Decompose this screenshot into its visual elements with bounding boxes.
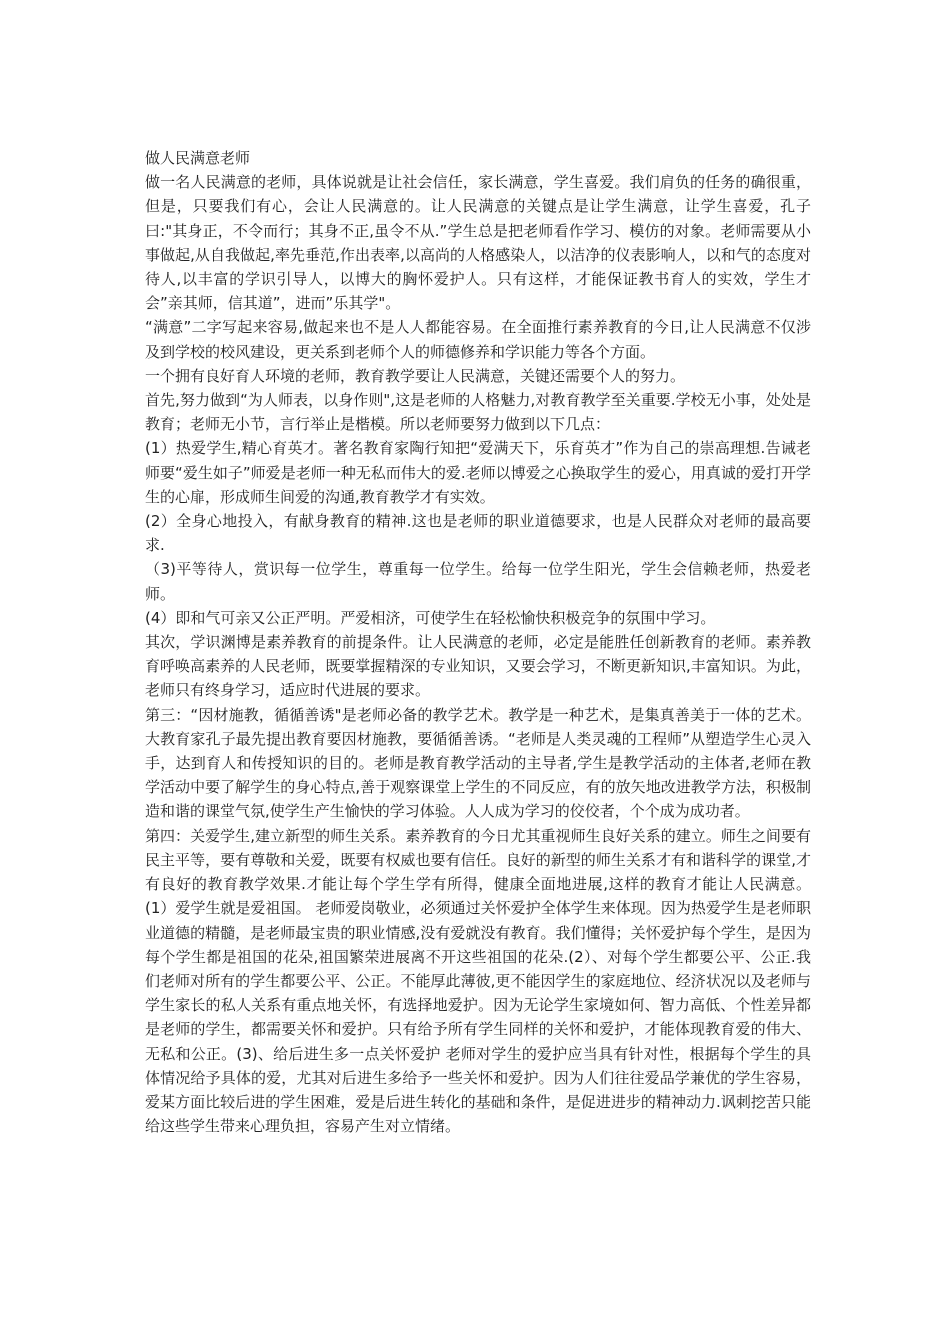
paragraph-fourth-point: 第四：关爱学生,建立新型的师生关系。素养教育的今日尤其重视师生良好关系的建立。师生之间要有民主平等，要有尊敬和关爱，既要有权威也要有信任。良好的新型的师生关系才有和谐科学的课堂,才有良好的教育教学效果.才能让每个学生学有所得，健康全面地进展,这样的教育才能让人民满意。 (1）爱学生就是爱祖国。 老师爱岗敬业，必须通过关怀爱护全体学生来体现。因为热爱学生是老师职业道德的精髓，是老师最宝贵的职业情感,没有爱就没有教育。我们懂得；关怀爱护每个学生，是因为每个学生都是祖国的花朵,祖国繁荣进展离不开这些祖国的花朵.(2）、对每个学生都要公平、公正.我们老师对所有的学生都要公平、公正。不能厚此薄彼,更不能因学生的家庭地位、经济状况以及老师与学生家长的私人关系有重点地关怀，有选择地爱护。因为无论学生家境如何、智力高低、个性差异都是老师的学生，都需要关怀和爱护。只有给予所有学生同样的关怀和爱护，才能体现教育爱的伟大、无私和公正。(3)、给后进生多一点关怀爱护 老师对学生的爱护应当具有针对性，根据每个学生的具体情况给予具体的爱，尤其对后进生多给予一些关怀和爱护。因为人们往往爱品学兼优的学生容易，爱某方面比较后进的学生困难，爱是后进生转化的基础和条件，是促进进步的精神动力.讽刺挖苦只能给这些学生带来心理负担，容易产生对立情绪。 <box>145 826 811 1136</box>
paragraph-item-1: (1）热爱学生,精心育英才。著名教育家陶行知把“爱满天下，乐育英才”作为自己的崇高理想.告诫老师要“爱生如子”师爱是老师一种无私而伟大的爱.老师以博爱之心换取学生的爱心，用真诚的爱打开学生的心扉，形成师生间爱的沟通,教育教学才有实效。 <box>145 439 811 506</box>
paragraph-environment: 一个拥有良好育人环境的老师，教育教学要让人民满意，关键还需要个人的努力。 <box>145 366 686 385</box>
paragraph-intro: 做一名人民满意的老师，具体说就是让社会信任，家长满意，学生喜爱。我们肩负的任务的确很重，但是，只要我们有心，会让人民满意的。让人民满意的关键点是让学生满意，让学生喜爱，孔子曰:"其身正，不令而行；其身不正,虽令不从.”学生总是把老师看作学习、模仿的对象。老师需要从小事做起,从自我做起,率先垂范,作出表率,以高尚的人格感染人，以洁净的仪表影响人，以和气的态度对待人,以丰富的学识引导人，以博大的胸怀爱护人。只有这样，才能保证教书育人的实效，学生才会”亲其师，信其道”，进而”乐其学"。 <box>145 173 811 313</box>
paragraph-item-4: (4）即和气可亲又公正严明。严爱相济，可使学生在轻松愉快积极竞争的氛围中学习。 <box>145 608 716 627</box>
paragraph-item-2: (2）全身心地投入，有献身教育的精神.这也是老师的职业道德要求，也是人民群众对老师的最高要求. <box>145 512 811 555</box>
paragraph-item-3: （3)平等待人，赏识每一位学生，尊重每一位学生。给每一位学生阳光，学生会信赖老师，热爱老师。 <box>145 560 811 603</box>
document-page <box>145 146 811 1138</box>
document-title: 做人民满意老师 <box>145 149 251 167</box>
paragraph-satisfaction: “满意”二字写起来容易,做起来也不是人人都能容易。在全面推行素养教育的今日,让人民满意不仅涉及到学校的校风建设，更关系到老师个人的师德修养和学识能力等各个方面。 <box>145 318 811 361</box>
paragraph-first-point: 首先,努力做到“为人师表，以身作则",这是老师的人格魅力,对教育教学至关重要.学校无小事，处处是教育；老师无小节，言行举止是楷模。所以老师要努力做到以下几点： <box>145 391 811 434</box>
paragraph-third-point: 第三：“因材施教，循循善诱"是老师必备的教学艺术。教学是一种艺术，是集真善美于一体的艺术。大教育家孔子最先提出教育要因材施教，要循循善诱。“老师是人类灵魂的工程师”从塑造学生心灵入手，达到育人和传授知识的目的。老师是教育教学活动的主导者,学生是教学活动的主体者,老师在教学活动中要了解学生的身心特点,善于观察课堂上学生的不同反应，有的放矢地改进教学方法，积极制造和谐的课堂气氛,使学生产生愉快的学习体验。人人成为学习的佼佼者，个个成为成功者。 <box>145 705 811 821</box>
paragraph-second-point: 其次，学识渊博是素养教育的前提条件。让人民满意的老师，必定是能胜任创新教育的老师。素养教育呼唤高素养的人民老师，既要掌握精深的专业知识，又要会学习，不断更新知识,丰富知识。为此，老师只有终身学习，适应时代进展的要求。 <box>145 633 811 700</box>
